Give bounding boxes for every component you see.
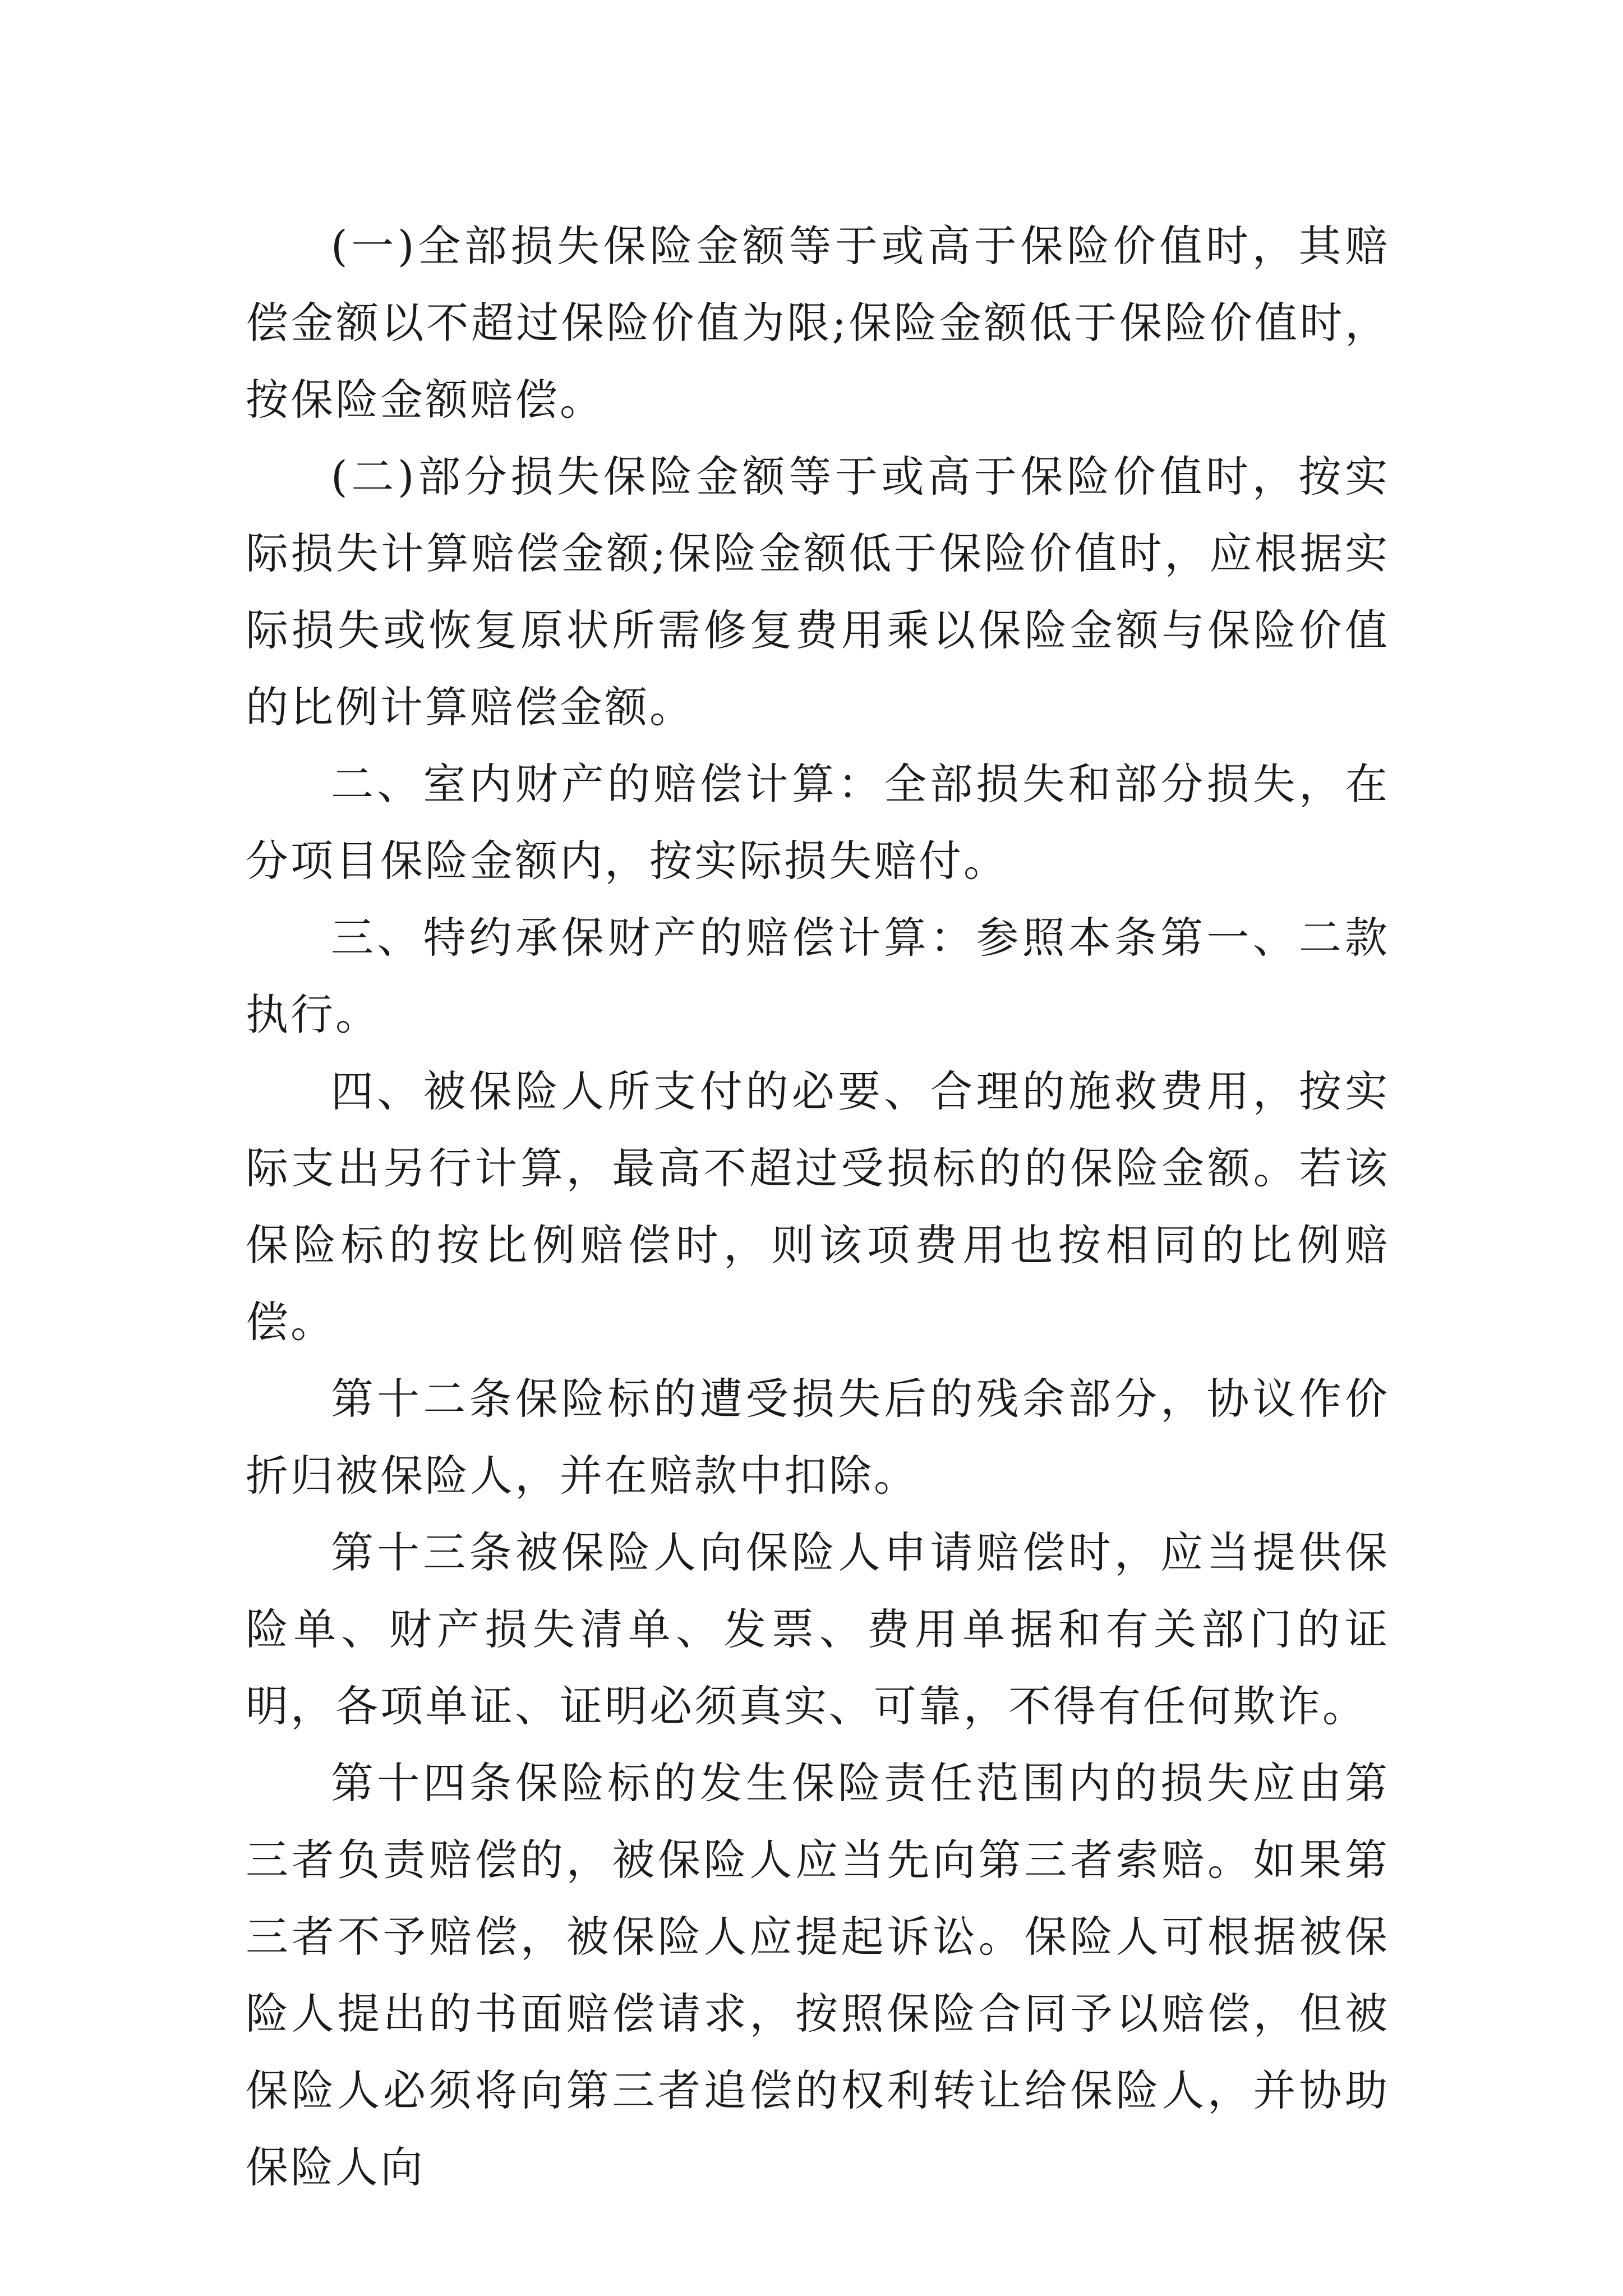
- paragraph-special-property: 三、特约承保财产的赔偿计算：参照本条第一、二款执行。: [246, 913, 1390, 1039]
- paragraph-article-12: 第十二条保险标的遭受损失后的残余部分，协议作价折归被保险人，并在赔款中扣除。: [246, 1374, 1390, 1501]
- paragraph-partial-total-loss: (一)全部损失保险金额等于或高于保险价值时，其赔偿金额以不超过保险价值为限;保险金额低于保险价值时，按保险金额赔偿。: [246, 221, 1390, 425]
- paragraph-article-13: 第十三条被保险人向保险人申请赔偿时，应当提供保险单、财产损失清单、发票、费用单据和有关部门的证明，各项单证、证明必须真实、可靠，不得有任何欺诈。: [246, 1527, 1390, 1731]
- paragraph-indoor-property: 二、室内财产的赔偿计算：全部损失和部分损失，在分项目保险金额内，按实际损失赔付。: [246, 759, 1390, 886]
- paragraph-article-14: 第十四条保险标的发生保险责任范围内的损失应由第三者负责赔偿的，被保险人应当先向第三者索赔。如果第三者不予赔偿，被保险人应提起诉讼。保险人可根据被保险人提出的书面赔偿请求，按照保险合同予以赔偿，但被保险人必须将向第三者追偿的权利转让给保险人，并协助保险人向: [246, 1758, 1390, 2192]
- paragraph-partial-loss: (二)部分损失保险金额等于或高于保险价值时，按实际损失计算赔偿金额;保险金额低于保险价值时，应根据实际损失或恢复原状所需修复费用乘以保险金额与保险价值的比例计算赔偿金额。: [246, 452, 1390, 732]
- paragraph-rescue-costs: 四、被保险人所支付的必要、合理的施救费用，按实际支出另行计算，最高不超过受损标的的保险金额。若该保险标的按比例赔偿时，则该项费用也按相同的比例赔偿。: [246, 1066, 1390, 1347]
- document-body: [246, 208, 1390, 2206]
